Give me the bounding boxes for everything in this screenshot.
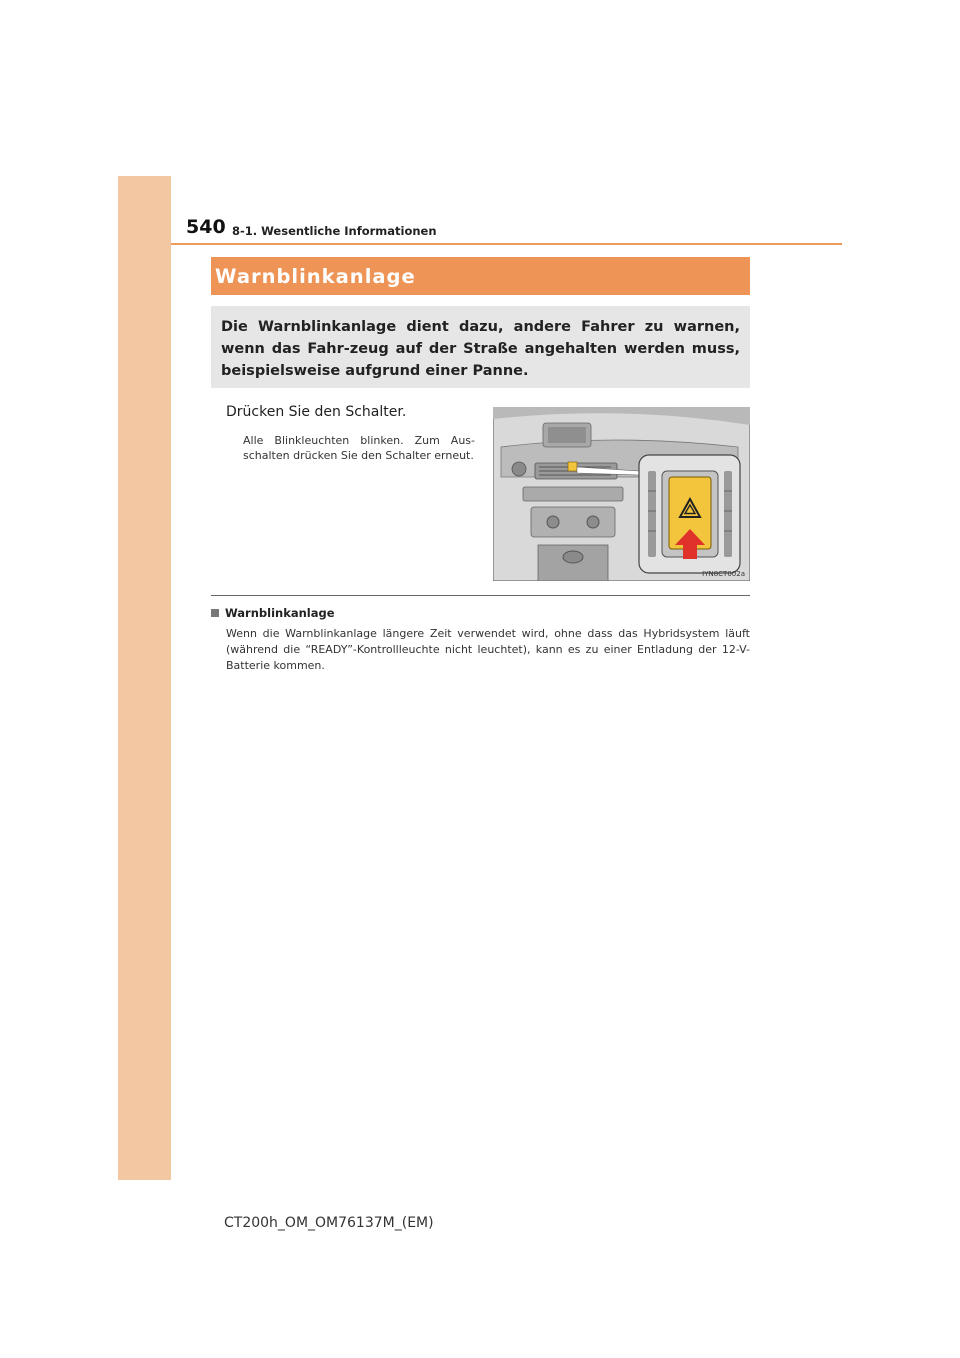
subsection-text: Wenn die Warnblinkanlage längere Zeit verwendet wird, ohne dass das Hybridsystem läuft (während die “READY”-Kontrollleuchte nicht leuchtet), kann es zu einer Entladung der 12-V-Batterie kommen. <box>226 627 750 672</box>
figure-code: IYN8CT002a <box>702 570 745 578</box>
title-bar <box>211 257 750 295</box>
page-title: Warnblinkanlage <box>215 264 416 288</box>
page-number: 540 <box>186 216 226 238</box>
dashboard-figure <box>493 407 750 581</box>
section-divider <box>211 595 750 596</box>
note-text: Alle Blinkleuchten blinken. Zum Aus-schalten drücken Sie den Schalter erneut. <box>243 434 475 462</box>
subsection-heading <box>211 606 335 620</box>
intro-box <box>211 306 750 388</box>
header-rule <box>171 243 842 245</box>
section-title: 8-1. Wesentliche Informationen <box>232 224 437 238</box>
side-tab-bar <box>118 176 171 1180</box>
instruction-text: Drücken Sie den Schalter. <box>226 404 407 420</box>
footer-code: CT200h_OM_OM76137M_(EM) <box>224 1215 434 1231</box>
intro-text: Die Warnblinkanlage dient dazu, andere Fahrer zu warnen, wenn das Fahr-zeug auf der Straße angehalten werden muss, beispielsweise aufgrund einer Panne. <box>221 319 740 379</box>
square-bullet-icon <box>211 609 219 617</box>
subsection-heading-text: Warnblinkanlage <box>225 606 335 620</box>
